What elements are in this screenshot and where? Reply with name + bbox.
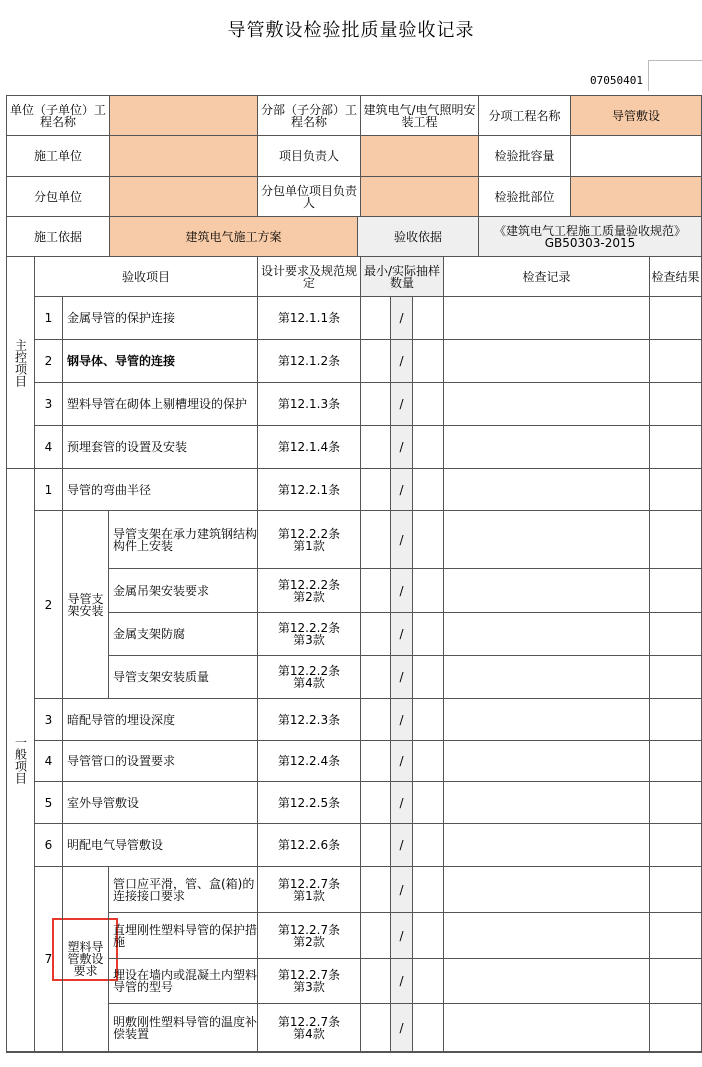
actual-sample-cell[interactable] xyxy=(413,297,444,340)
main-control-label-cell xyxy=(7,257,35,469)
slash-cell: / xyxy=(391,297,413,340)
clause-cell xyxy=(258,824,361,867)
clause-cell xyxy=(258,383,361,426)
unit-value-cell[interactable] xyxy=(110,96,258,136)
item-text: 明配电气导管敷设 xyxy=(63,824,258,867)
row-number: 1 xyxy=(35,297,63,340)
min-sample-cell[interactable] xyxy=(361,913,391,959)
record-cell[interactable] xyxy=(444,782,650,824)
col-item: 验收项目 xyxy=(35,257,258,297)
location-value-cell[interactable] xyxy=(571,177,702,217)
sub-manager-value-cell[interactable] xyxy=(361,177,479,217)
clause-text: 第12.1.2条 xyxy=(277,354,341,368)
min-sample-cell[interactable] xyxy=(361,297,391,340)
page-title: 导管敷设检验批质量验收记录 xyxy=(227,20,475,41)
min-sample-cell[interactable] xyxy=(361,656,391,699)
clause-cell xyxy=(258,613,361,656)
clause-text: 第12.2.2条 xyxy=(277,577,341,592)
actual-sample-cell[interactable] xyxy=(413,340,444,383)
item-text: 导管管口的设置要求 xyxy=(63,741,258,782)
item-text: 金属导管的保护连接 xyxy=(63,297,258,340)
actual-sample-cell[interactable] xyxy=(413,469,444,511)
item-text: 预埋套管的设置及安装 xyxy=(63,426,258,469)
general-label-cell xyxy=(7,469,35,1052)
actual-sample-cell[interactable] xyxy=(413,426,444,469)
min-sample-cell[interactable] xyxy=(361,867,391,913)
row-number: 2 xyxy=(35,340,63,383)
row-number: 1 xyxy=(35,469,63,511)
actual-sample-cell[interactable] xyxy=(413,959,444,1004)
basis-value[interactable]: 建筑电气施工方案 xyxy=(110,217,358,257)
constructor-label: 施工单位 xyxy=(7,136,110,177)
result-cell[interactable] xyxy=(650,913,702,959)
actual-sample-cell[interactable] xyxy=(413,383,444,426)
row-number: 4 xyxy=(35,426,63,469)
item-text: 塑料导管在砌体上剔槽埋设的保护 xyxy=(63,383,258,426)
item-text: 钢导体、导管的连接 xyxy=(63,340,258,383)
clause-sub-text: 第1款 xyxy=(293,538,325,553)
row-number: 4 xyxy=(35,741,63,782)
clause-text: 第12.1.4条 xyxy=(277,440,341,454)
actual-sample-cell[interactable] xyxy=(413,741,444,782)
record-cell[interactable] xyxy=(444,741,650,782)
subcontractor-value-cell[interactable] xyxy=(110,177,258,217)
row-number: 7 xyxy=(35,867,63,1052)
slash-cell: / xyxy=(391,383,413,426)
record-cell[interactable] xyxy=(444,959,650,1004)
clause-cell xyxy=(258,469,361,511)
result-cell[interactable] xyxy=(650,699,702,741)
clause-text: 第12.2.7条 xyxy=(277,1014,341,1029)
item-text: 明敷刚性塑料导管的温度补偿装置 xyxy=(109,1004,258,1052)
clause-cell xyxy=(258,699,361,741)
clause-sub-text: 第3款 xyxy=(293,980,325,994)
record-cell[interactable] xyxy=(444,297,650,340)
clause-cell xyxy=(258,511,361,569)
clause-cell xyxy=(258,1004,361,1052)
result-cell[interactable] xyxy=(650,656,702,699)
item-text: 室外导管敷设 xyxy=(63,782,258,824)
manager-label: 项目负责人 xyxy=(258,136,361,177)
slash-cell: / xyxy=(391,340,413,383)
record-code: 07050401 xyxy=(590,74,643,87)
record-cell[interactable] xyxy=(444,569,650,613)
record-cell[interactable] xyxy=(444,613,650,656)
actual-sample-cell[interactable] xyxy=(413,699,444,741)
manager-value-cell[interactable] xyxy=(361,136,479,177)
record-cell[interactable] xyxy=(444,913,650,959)
clause-cell xyxy=(258,782,361,824)
sub-manager-label: 分包单位项目负责人 xyxy=(258,177,361,217)
clause-text: 第12.1.3条 xyxy=(277,397,341,411)
record-cell[interactable] xyxy=(444,699,650,741)
actual-sample-cell[interactable] xyxy=(413,569,444,613)
min-sample-cell[interactable] xyxy=(361,959,391,1004)
actual-sample-cell[interactable] xyxy=(413,656,444,699)
group-label: 导管支架安装 xyxy=(63,511,109,699)
min-sample-cell[interactable] xyxy=(361,824,391,867)
actual-sample-cell[interactable] xyxy=(413,1004,444,1052)
row-number: 3 xyxy=(35,699,63,741)
clause-sub-text: 第3款 xyxy=(293,633,325,647)
clause-text: 第12.2.5条 xyxy=(277,795,341,810)
clause-text: 第12.2.7条 xyxy=(277,922,341,937)
subcontractor-label: 分包单位 xyxy=(7,177,110,217)
result-cell[interactable] xyxy=(650,297,702,340)
result-cell[interactable] xyxy=(650,511,702,569)
slash-cell: / xyxy=(391,656,413,699)
clause-cell xyxy=(258,656,361,699)
clause-text: 第12.2.2条 xyxy=(277,526,341,541)
basis-label: 施工依据 xyxy=(7,217,110,257)
result-cell[interactable] xyxy=(650,1004,702,1052)
slash-cell: / xyxy=(391,426,413,469)
min-sample-cell[interactable] xyxy=(361,1004,391,1052)
division-value: 建筑电气/电气照明安装工程 xyxy=(361,96,479,136)
col-record: 检查记录 xyxy=(444,257,650,297)
record-cell[interactable] xyxy=(444,383,650,426)
min-sample-cell[interactable] xyxy=(361,511,391,569)
record-cell[interactable] xyxy=(444,1004,650,1052)
min-sample-cell[interactable] xyxy=(361,741,391,782)
main-control-label: 主控项目 xyxy=(13,338,28,387)
record-cell[interactable] xyxy=(444,656,650,699)
item-text: 导管支架在承力建筑钢结构构件上安装 xyxy=(109,511,258,569)
constructor-value-cell[interactable] xyxy=(110,136,258,177)
clause-text: 第12.2.2条 xyxy=(277,664,341,678)
min-sample-cell[interactable] xyxy=(361,782,391,824)
slash-cell: / xyxy=(391,782,413,824)
col-result: 检查结果 xyxy=(650,257,702,297)
result-cell[interactable] xyxy=(650,824,702,867)
result-cell[interactable] xyxy=(650,867,702,913)
result-cell[interactable] xyxy=(650,383,702,426)
unit-label: 单位（子单位）工程名称 xyxy=(7,96,110,136)
clause-text: 第12.2.3条 xyxy=(277,712,341,727)
clause-cell xyxy=(258,340,361,383)
slash-cell: / xyxy=(391,741,413,782)
actual-sample-cell[interactable] xyxy=(413,782,444,824)
result-cell[interactable] xyxy=(650,613,702,656)
item-text: 导管的弯曲半径 xyxy=(63,469,258,511)
clause-cell xyxy=(258,867,361,913)
clause-cell xyxy=(258,913,361,959)
clause-sub-text: 第4款 xyxy=(293,676,325,690)
record-cell[interactable] xyxy=(444,511,650,569)
result-cell[interactable] xyxy=(650,741,702,782)
code-box xyxy=(648,60,702,91)
result-cell[interactable] xyxy=(650,782,702,824)
actual-sample-cell[interactable] xyxy=(413,913,444,959)
result-cell[interactable] xyxy=(650,426,702,469)
min-sample-cell[interactable] xyxy=(361,613,391,656)
slash-cell: / xyxy=(391,913,413,959)
row-number: 2 xyxy=(35,511,63,699)
clause-text: 第12.2.4条 xyxy=(277,754,341,768)
actual-sample-cell[interactable] xyxy=(413,824,444,867)
item-text: 金属支架防腐 xyxy=(109,613,258,656)
item-text: 金属吊架安装要求 xyxy=(109,569,258,613)
clause-sub-text: 第2款 xyxy=(293,589,325,604)
result-cell[interactable] xyxy=(650,340,702,383)
actual-sample-cell[interactable] xyxy=(413,867,444,913)
item-text: 管口应平滑，管、盒(箱)的连接接口要求 xyxy=(109,867,258,913)
slash-cell: / xyxy=(391,867,413,913)
subitem-value[interactable]: 导管敷设 xyxy=(571,96,702,136)
acceptance-value: 《建筑电气工程施工质量验收规范》GB50303-2015 xyxy=(479,217,702,257)
result-cell[interactable] xyxy=(650,569,702,613)
clause-text: 第12.2.7条 xyxy=(277,968,341,982)
record-cell[interactable] xyxy=(444,426,650,469)
item-text: 埋设在墙内或混凝土内塑料导管的型号 xyxy=(109,959,258,1004)
record-cell[interactable] xyxy=(444,867,650,913)
min-sample-cell[interactable] xyxy=(361,383,391,426)
clause-text: 第12.2.2条 xyxy=(277,621,341,635)
slash-cell: / xyxy=(391,511,413,569)
col-sample: 最小/实际抽样数量 xyxy=(361,257,444,297)
division-label: 分部（子分部）工程名称 xyxy=(258,96,361,136)
min-sample-cell[interactable] xyxy=(361,469,391,511)
acceptance-label: 验收依据 xyxy=(358,217,479,257)
result-cell[interactable] xyxy=(650,469,702,511)
min-sample-cell[interactable] xyxy=(361,569,391,613)
clause-cell xyxy=(258,569,361,613)
slash-cell: / xyxy=(391,469,413,511)
capacity-value-cell[interactable] xyxy=(571,136,702,177)
clause-text: 第12.2.7条 xyxy=(277,876,341,891)
slash-cell: / xyxy=(391,699,413,741)
slash-cell: / xyxy=(391,824,413,867)
item-text: 直埋刚性塑料导管的保护措施 xyxy=(109,913,258,959)
clause-text: 第12.2.1条 xyxy=(277,482,341,497)
actual-sample-cell[interactable] xyxy=(413,511,444,569)
row-number: 5 xyxy=(35,782,63,824)
row-number: 3 xyxy=(35,383,63,426)
min-sample-cell[interactable] xyxy=(361,426,391,469)
clause-sub-text: 第4款 xyxy=(293,1026,325,1041)
clause-sub-text: 第2款 xyxy=(293,934,325,949)
clause-text: 第12.2.6条 xyxy=(277,838,341,852)
clause-cell xyxy=(258,426,361,469)
clause-sub-text: 第1款 xyxy=(293,888,325,903)
slash-cell: / xyxy=(391,1004,413,1052)
slash-cell: / xyxy=(391,569,413,613)
record-cell[interactable] xyxy=(444,824,650,867)
clause-cell xyxy=(258,297,361,340)
item-text: 暗配导管的埋设深度 xyxy=(63,699,258,741)
min-sample-cell[interactable] xyxy=(361,340,391,383)
location-label: 检验批部位 xyxy=(479,177,571,217)
min-sample-cell[interactable] xyxy=(361,699,391,741)
result-cell[interactable] xyxy=(650,959,702,1004)
clause-cell xyxy=(258,959,361,1004)
record-cell[interactable] xyxy=(444,340,650,383)
group-label: 塑料导管敷设要求 xyxy=(63,867,109,1052)
record-cell[interactable] xyxy=(444,469,650,511)
clause-cell xyxy=(258,741,361,782)
clause-text: 第12.1.1条 xyxy=(277,311,341,325)
subitem-label: 分项工程名称 xyxy=(479,96,571,136)
row-number: 6 xyxy=(35,824,63,867)
actual-sample-cell[interactable] xyxy=(413,613,444,656)
item-text: 导管支架安装质量 xyxy=(109,656,258,699)
col-design: 设计要求及规范规定 xyxy=(258,257,361,297)
slash-cell: / xyxy=(391,613,413,656)
capacity-label: 检验批容量 xyxy=(479,136,571,177)
slash-cell: / xyxy=(391,959,413,1004)
general-label: 一般项目 xyxy=(13,736,28,784)
